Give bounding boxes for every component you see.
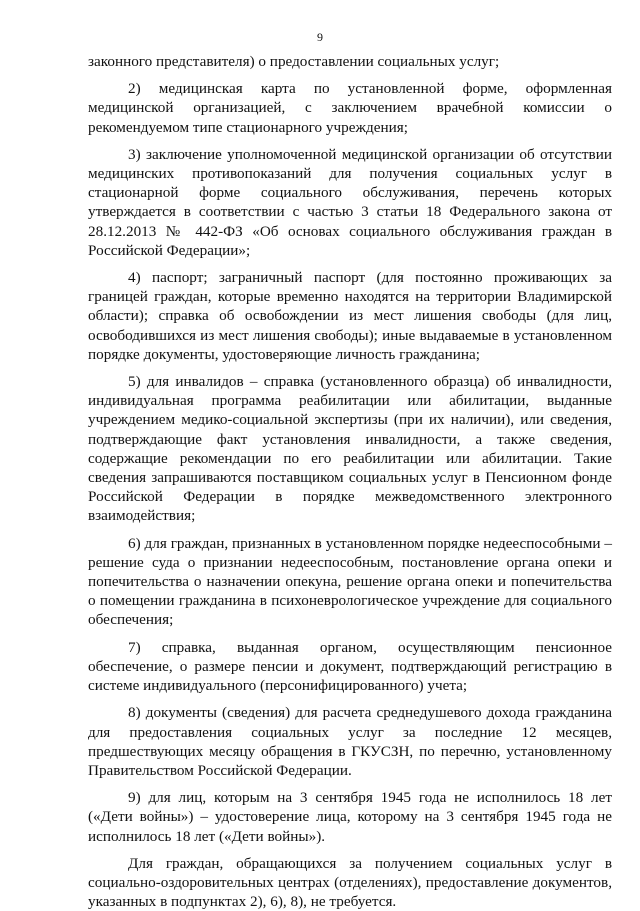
paragraph-item-3: 3) заключение уполномоченной медицинской организации об отсутствии медицинских противопоказаний для получения социальных услуг в стационарной форме социального обслуживания, перечень которых утверждается в соответствии с частью 3 статьи 18 Федерального закона от 28.12.2013 № 442-ФЗ «Об основах социального обслуживания граждан в Российской Федерации»; bbox=[88, 145, 612, 259]
paragraph-item-2: 2) медицинская карта по установленной форме, оформленная медицинской организацией, с заключением врачебной комиссии о рекомендуемом типе стационарного учреждения; bbox=[88, 80, 612, 136]
paragraph-item-8: 8) документы (сведения) для расчета среднедушевого дохода гражданина для предоставления социальных услуг за последние 12 месяцев, предшествующих месяцу обращения в ГКУСЗН, по перечню, установленному Правительством Российской Федерации. bbox=[88, 704, 612, 779]
paragraph-item-4: 4) паспорт; заграничный паспорт (для постоянно проживающих за границей граждан, которые временно находятся на территории Владимирской области); справка об освобождении из мест лишения свободы (для лиц, освободившихся из мест лишения свободы); иные выдаваемые в установленном порядке документы, удостоверяющие личность гражданина; bbox=[88, 269, 612, 363]
paragraph-item-6: 6) для граждан, признанных в установленном порядке недееспособными – решение суда о признании недееспособным, постановление органа опеки и попечительства о назначении опекуна, решение органа опеки и попечительства о помещении гражданина в психоневрологическое учреждение для социального обеспечения; bbox=[88, 534, 612, 629]
page-number: 9 bbox=[317, 30, 323, 44]
paragraph-closing-note: Для граждан, обращающихся за получением социальных услуг в социально-оздоровительных центрах (отделениях), предоставление документов, указанных в подпунктах 2), 6), 8), не требуется. bbox=[88, 854, 612, 911]
paragraph-item-9: 9) для лиц, которым на 3 сентября 1945 года не исполнилось 18 лет («Дети войны») – удостоверение лица, которому на 3 сентября 1945 года не исполнилось 18 лет («Дети войны»). bbox=[88, 789, 612, 845]
paragraph-item-5: 5) для инвалидов – справка (установленного образца) об инвалидности, индивидуальная программа реабилитации или абилитации, выданные учреждением медико-социальной экспертизы (при их наличии), или сведения, подтверждающие факт установления инвалидности, а также сведения, содержащие рекомендации по его реабилитации или абилитации. Такие сведения запрашиваются поставщиком социальных услуг в Пенсионном фонде Российской Федерации в порядке межведомственного электронного взаимодействия; bbox=[88, 373, 612, 525]
document-body bbox=[88, 52, 612, 911]
paragraph-continuation: законного представителя) о предоставлении социальных услуг; bbox=[88, 53, 500, 70]
paragraph-item-7: 7) справка, выданная органом, осуществляющим пенсионное обеспечение, о размере пенсии и документ, подтверждающий регистрацию в системе индивидуального (персонифицированного) учета; bbox=[88, 638, 612, 695]
